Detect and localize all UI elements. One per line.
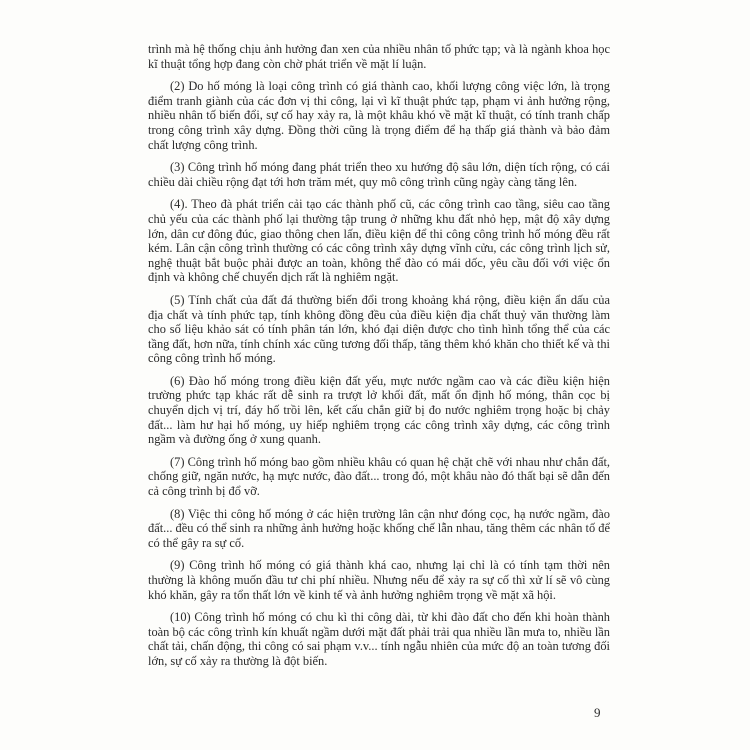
paragraph-2: (2) Do hố móng là loại công trình có giá thành cao, khối lượng công việc lớn, là trọng điểm tranh giành của các đơn vị thi công, lại vì kĩ thuật phức tạp, phạm vi ảnh hưởng rộng, nhiều nhân tố biến đổi, sự cố hay xảy ra, là một khâu khó về mặt kĩ thuật, có tính tranh chấp trong công trình xây dựng. Đồng thời cũng là trọng điểm để hạ thấp giá thành và bảo đảm chất lượng công trình.	[148, 79, 610, 152]
paragraph-6: (6) Đào hố móng trong điều kiện đất yếu, mực nước ngầm cao và các điều kiện hiện trường phức tạp khác rất dễ sinh ra trượt lở khối đất, mất ổn định hố móng, thân cọc bị chuyển dịch vị trí, đáy hố trồi lên, kết cấu chắn giữ bị đo nước nghiêm trọng hoặc bị chảy đất... làm hư hại hố móng, uy hiếp nghiêm trọng các công trình xây dựng, các công trình ngầm và đường ống ở xung quanh.	[148, 373, 610, 447]
paragraph-5: (5) Tính chất của đất đá thường biến đổi trong khoảng khá rộng, điều kiện ẩn dấu của địa chất và tính phức tạp, tính không đồng đều của điều kiện địa chất thuỷ văn thường làm cho số liệu khảo sát có tính phân tán lớn, khó đại diện được cho tình hình tổng thể của các tầng đất, hơn nữa, tính chính xác cũng tương đối thấp, tăng thêm khó khăn cho thiết kế và thi công công trình hố móng.	[148, 292, 610, 366]
page-body-text	[148, 42, 610, 677]
paragraph-9: (9) Công trình hố móng có giá thành khá cao, nhưng lại chỉ là có tính tạm thời nên thường là không muốn đầu tư chi phí nhiều. Nhưng nếu để xảy ra sự cố thì xử lí sẽ vô cùng khó khăn, gây ra tổn thất lớn về kinh tế và ảnh hưởng nghiêm trọng về mặt xã hội.	[148, 558, 610, 602]
paragraph-continued: trình mà hệ thống chịu ảnh hưởng đan xen của nhiều nhân tố phức tạp; và là ngành khoa học kĩ thuật tổng hợp đang còn chờ phát triển về mặt lí luận.	[148, 42, 610, 71]
page-number: 9	[594, 705, 601, 720]
paragraph-4: (4). Theo đà phát triển cải tạo các thành phố cũ, các công trình cao tầng, siêu cao tầng chủ yếu của các thành phố lại thường tập trung ở những khu đất nhỏ hẹp, mật độ xây dựng lớn, dân cư đông đúc, giao thông chen lấn, điều kiện để thi công công trình hố móng đều rất kém. Lân cận công trình thường có các công trình xây dựng vĩnh cửu, các công trình lịch sử, nghệ thuật bắt buộc phải được an toàn, không thể đào có mái dốc, yêu cầu đối với việc ổn định và không chế chuyển dịch rất là nghiêm ngặt.	[148, 197, 610, 285]
paragraph-7: (7) Công trình hố móng bao gồm nhiều khâu có quan hệ chặt chẽ với nhau như chắn đất, chống giữ, ngăn nước, hạ mực nước, đào đất... trong đó, một khâu nào đó thất bại sẽ dẫn đến cả công trình bị đổ vỡ.	[148, 454, 610, 499]
paragraph-10: (10) Công trình hố móng có chu kì thi công dài, từ khi đào đất cho đến khi hoàn thành toàn bộ các công trình kín khuất ngầm dưới mặt đất phải trải qua nhiều lần mưa to, nhiều lần chất tải, chấn động, thi công có sai phạm v.v... tính ngẫu nhiên của mức độ an toàn tương đối lớn, sự cố xảy ra thường là đột biến.	[148, 610, 610, 668]
paragraph-8: (8) Việc thi công hố móng ở các hiện trường lân cận như đóng cọc, hạ nước ngầm, đào đất... đều có thể sinh ra những ảnh hưởng hoặc khống chế lẫn nhau, tăng thêm các nhân tố để có thể gây ra sự cố.	[148, 506, 610, 550]
paragraph-3: (3) Công trình hố móng đang phát triển theo xu hướng độ sâu lớn, diện tích rộng, có cái chiều dài chiều rộng đạt tới hơn trăm mét, quy mô công trình cũng ngày càng tăng lên.	[148, 160, 610, 189]
